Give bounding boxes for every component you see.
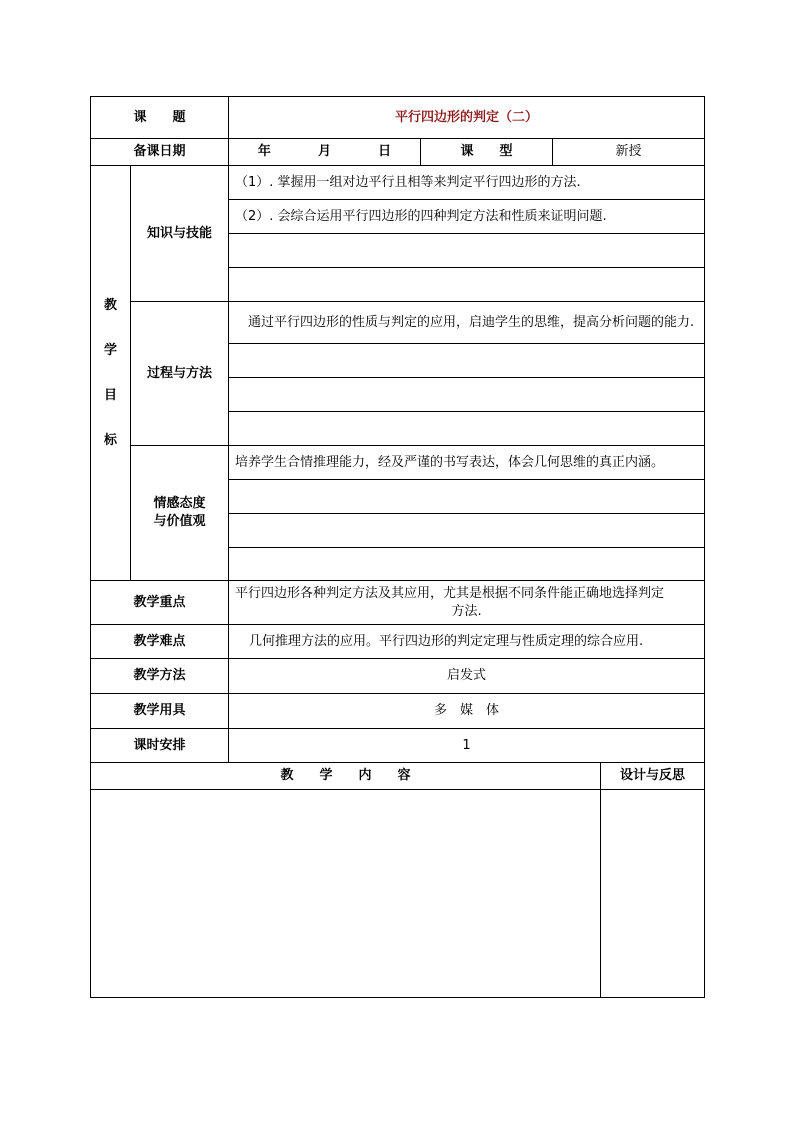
key-point-label: 教学重点 — [91, 581, 229, 625]
process-blank-line — [229, 344, 705, 378]
process-blank-line — [229, 412, 705, 446]
lesson-title: 平行四边形的判定（二） — [229, 97, 705, 139]
topic-label: 课 题 — [91, 97, 229, 139]
periods-label: 课时安排 — [91, 729, 229, 763]
tools-value: 多 媒 体 — [229, 694, 705, 729]
tools-label: 教学用具 — [91, 694, 229, 729]
emotion-blank-line — [229, 480, 705, 514]
lesson-plan-table — [90, 96, 705, 998]
difficulty-label: 教学难点 — [91, 625, 229, 659]
objectives-char-1: 教 — [103, 297, 117, 313]
objectives-group-label — [91, 166, 131, 581]
emotion-text: 培养学生合情推理能力，经及严谨的书写表达，体会几何思维的真正内涵。 — [229, 446, 705, 480]
emotion-label-line-2: 与价值观 — [153, 514, 206, 529]
process-text: 通过平行四边形的性质与判定的应用，启迪学生的思维，提高分析问题的能力. — [229, 302, 705, 344]
content-area — [91, 790, 601, 998]
method-value: 启发式 — [229, 659, 705, 694]
knowledge-line-1: （1）. 掌握用一组对边平行且相等来判定平行四边形的方法. — [229, 166, 705, 200]
date-day: 日 — [378, 144, 392, 159]
date-label: 备课日期 — [91, 139, 229, 166]
knowledge-blank-line — [229, 234, 705, 268]
date-year: 年 — [257, 144, 271, 159]
process-blank-line — [229, 378, 705, 412]
key-point-line-1: 平行四边形各种判定方法及其应用，尤其是根据不同条件能正确地选择判定 — [235, 585, 665, 601]
date-fields — [229, 139, 421, 166]
key-point-text — [229, 581, 705, 625]
emotion-label-line-1: 情感态度 — [153, 496, 206, 511]
emotion-blank-line — [229, 514, 705, 548]
periods-value: 1 — [229, 729, 705, 763]
type-value: 新授 — [553, 139, 705, 166]
reflection-header: 设计与反思 — [601, 763, 705, 790]
date-month: 月 — [318, 144, 332, 159]
objectives-char-4: 标 — [103, 432, 117, 448]
key-point-line-2: 方法. — [451, 603, 482, 619]
process-label: 过程与方法 — [131, 302, 229, 446]
emotion-blank-line — [229, 548, 705, 581]
content-header: 教 学 内 容 — [91, 763, 601, 790]
emotion-label — [131, 446, 229, 581]
objectives-char-3: 目 — [103, 387, 117, 403]
knowledge-label: 知识与技能 — [131, 166, 229, 302]
type-label: 课 型 — [421, 139, 553, 166]
objectives-char-2: 学 — [103, 342, 117, 358]
method-label: 教学方法 — [91, 659, 229, 694]
difficulty-text: 几何推理方法的应用。平行四边形的判定定理与性质定理的综合应用. — [229, 625, 705, 659]
knowledge-line-2: （2）. 会综合运用平行四边形的四种判定方法和性质来证明问题. — [229, 200, 705, 234]
reflection-area — [601, 790, 705, 998]
knowledge-blank-line — [229, 268, 705, 302]
